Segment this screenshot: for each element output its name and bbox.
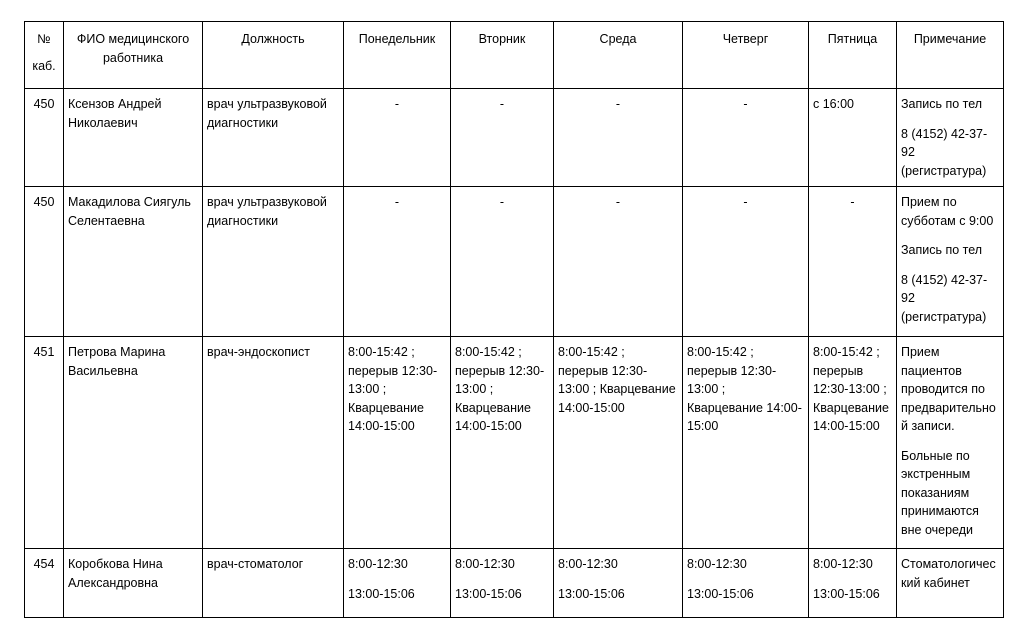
note-paragraph: Прием по субботам с 9:00 (901, 195, 994, 228)
note-paragraph: Больные по экстренным показаниям принимаются вне очереди (901, 448, 979, 537)
monday-cell: 8:00-15:42 ; перерыв 12:30-13:00 ; Кварцевание 14:00-15:00 (344, 337, 451, 549)
friday-cell: 8:00-15:42 ; перерыв 12:30-13:00 ; Кварцевание 14:00-15:00 (809, 337, 897, 549)
monday-cell (344, 549, 451, 618)
time-range: 8:00-12:30 (813, 557, 873, 571)
position-cell: врач ультразвуковой диагностики (203, 89, 344, 187)
header-friday: Пятница (809, 22, 897, 89)
header-position: Должность (203, 22, 344, 89)
header-name: ФИО медицинского работника (64, 22, 203, 89)
wednesday-cell: - (554, 89, 683, 187)
time-range: 13:00-15:06 (348, 586, 415, 601)
note-paragraph: 8 (4152) 42-37-92 (регистратура) (901, 126, 988, 178)
header-monday: Понедельник (344, 22, 451, 89)
room-number-cell: 450 (25, 89, 64, 187)
wednesday-cell: 8:00-15:42 ; перерыв 12:30-13:00 ; Кварцевание 14:00-15:00 (554, 337, 683, 549)
note-cell: Стоматологический кабинет (897, 549, 1004, 618)
friday-cell: - (809, 187, 897, 337)
time-range: 13:00-15:06 (687, 586, 754, 601)
time-range: 13:00-15:06 (813, 586, 880, 601)
staff-name-cell: Ксензов Андрей Николаевич (64, 89, 203, 187)
time-range: 13:00-15:06 (455, 586, 522, 601)
wednesday-cell (554, 549, 683, 618)
thursday-cell: - (683, 187, 809, 337)
header-note: Примечание (897, 22, 1004, 89)
room-number-cell: 451 (25, 337, 64, 549)
staff-name-cell: Петрова Марина Васильевна (64, 337, 203, 549)
table-header-row (25, 22, 1004, 89)
header-room-number-symbol: № (37, 32, 51, 46)
thursday-cell: 8:00-15:42 ; перерыв 12:30-13:00 ; Кварцевание 14:00-15:00 (683, 337, 809, 549)
position-cell: врач-эндоскопист (203, 337, 344, 549)
tuesday-cell: 8:00-15:42 ; перерыв 12:30-13:00 ; Кварцевание 14:00-15:00 (451, 337, 554, 549)
note-paragraph: Запись по тел (901, 97, 983, 111)
thursday-cell (683, 549, 809, 618)
note-cell (897, 89, 1004, 187)
note-paragraph: Прием пациентов проводится по предварительной записи. (901, 345, 996, 433)
friday-cell: с 16:00 (809, 89, 897, 187)
time-range: 8:00-12:30 (687, 557, 747, 571)
header-room-number (25, 22, 64, 89)
table-row (25, 187, 1004, 337)
tuesday-cell: - (451, 187, 554, 337)
tuesday-cell (451, 549, 554, 618)
table-row (25, 89, 1004, 187)
staff-name-cell: Макадилова Сиягуль Селентаевна (64, 187, 203, 337)
time-range: 13:00-15:06 (558, 586, 625, 601)
time-range: 8:00-12:30 (455, 557, 515, 571)
position-cell: врач-стоматолог (203, 549, 344, 618)
staff-name-cell: Коробкова Нина Александровна (64, 549, 203, 618)
monday-cell: - (344, 187, 451, 337)
note-cell (897, 337, 1004, 549)
thursday-cell: - (683, 89, 809, 187)
room-number-cell: 454 (25, 549, 64, 618)
tuesday-cell: - (451, 89, 554, 187)
header-wednesday: Среда (554, 22, 683, 89)
time-range: 8:00-12:30 (558, 557, 618, 571)
note-cell (897, 187, 1004, 337)
header-thursday: Четверг (683, 22, 809, 89)
monday-cell: - (344, 89, 451, 187)
header-room-number-abbr: каб. (32, 58, 56, 73)
note-paragraph: Запись по тел (901, 243, 983, 257)
table-row (25, 549, 1004, 618)
room-number-cell: 450 (25, 187, 64, 337)
friday-cell (809, 549, 897, 618)
wednesday-cell: - (554, 187, 683, 337)
time-range: 8:00-12:30 (348, 557, 408, 571)
position-cell: врач ультразвуковой диагностики (203, 187, 344, 337)
staff-schedule-table (24, 21, 1004, 618)
table-row (25, 337, 1004, 549)
note-paragraph: 8 (4152) 42-37-92 (регистратура) (901, 272, 988, 324)
header-tuesday: Вторник (451, 22, 554, 89)
